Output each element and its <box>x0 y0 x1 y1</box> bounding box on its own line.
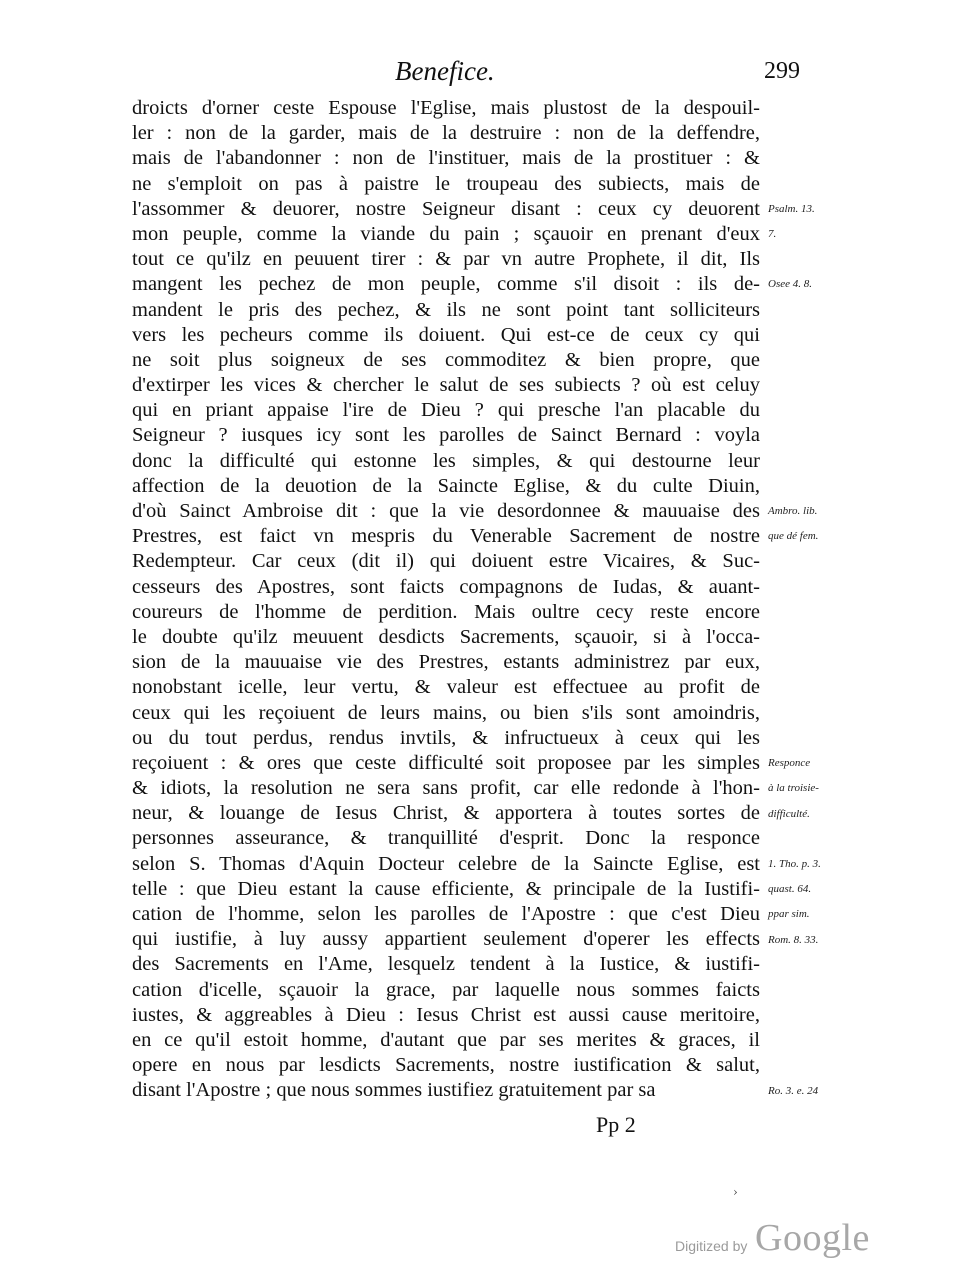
text-line: cesseurs des Apostres, sont faicts compagnons de Iudas, & auant- <box>132 575 760 598</box>
text-line: iustes, & aggreables à Dieu : Iesus Christ est aussi cause meritoire, <box>132 1003 760 1026</box>
text-line: d'extirper les vices & chercher le salut de ses subiects ? où est celuy <box>132 374 760 397</box>
text-line: vers les pecheurs comme ils doiuent. Qui est-ce de ceux cy qui <box>132 323 760 346</box>
text-line: l'assommer & deuorer, nostre Seigneur disant : ceux cy deuorent <box>132 197 760 220</box>
text-line: selon S. Thomas d'Aquin Docteur celebre de la Saincte Eglise, est <box>132 852 760 875</box>
text-line: nonobstant icelle, leur vertu, & valeur est effectuee au profit de <box>132 676 760 699</box>
text-line: donc la difficulté qui estonne les simples, & qui destourne leur <box>132 449 760 472</box>
text-line: des Sacrements en l'Ame, lesquelz tendent à la Iustice, & iustifi- <box>132 953 760 976</box>
text-line: coureurs de l'homme de perdition. Mais oultre cecy reste encore <box>132 600 760 623</box>
signature-mark: Pp 2 <box>596 1112 636 1137</box>
text-line: mais de l'abandonner : non de l'instituer, mais de la prostituer : & <box>132 147 760 170</box>
margin-note: à la troisie- <box>768 782 819 795</box>
margin-note: Psalm. 13. <box>768 202 815 215</box>
text-line: opere en nous par lesdicts Sacrements, nostre iustification & salut, <box>132 1054 760 1077</box>
text-line: Redempteur. Car ceux (dit il) qui doiuent estre Vicaires, & Suc- <box>132 550 760 573</box>
text-line: disant l'Apostre ; que nous sommes iustifiez gratuitement par sa <box>132 1079 656 1102</box>
watermark-digitized-text: Digitized by <box>675 1238 748 1254</box>
margin-note: difficulté. <box>768 807 810 820</box>
watermark-google-logo: Google <box>755 1217 870 1259</box>
page-number: 299 <box>764 58 800 84</box>
text-line: sion de la mauuaise vie des Prestres, estants administrez par eux, <box>132 651 760 674</box>
text-line: d'où Sainct Ambroise dit : que la vie desordonnee & mauuaise des <box>132 500 760 522</box>
text-line: cation de l'homme, selon les parolles de l'Apostre : que c'est Dieu <box>132 903 760 925</box>
text-line: ou du tout perdus, rendus invtils, & infructueux à ceux qui les <box>132 726 760 749</box>
text-line: ne s'emploit on pas à paistre le troupeau des subiects, mais de <box>132 172 760 195</box>
margin-note: Responce <box>768 757 811 770</box>
text-line: mangent les pechez de mon peuple, comme s'il disoit : ils de- <box>132 273 760 296</box>
text-line: affection de la deuotion de la Saincte Eglise, & du culte Diuin, <box>132 474 760 497</box>
text-line: en ce qu'il estoit homme, d'autant que par ses merites & graces, il <box>132 1028 760 1051</box>
margin-note: Ro. 3. e. 24 <box>768 1084 819 1097</box>
text-line: Prestres, est faict vn mespris du Venerable Sacrement de nostre <box>132 525 760 548</box>
body-text <box>132 96 760 1104</box>
text-line: cation d'icelle, sçauoir la grace, par laquelle nous sommes faicts <box>132 978 760 1001</box>
text-line: Seigneur ? iusques icy sont les parolles de Sainct Bernard : voyla <box>132 424 760 447</box>
text-line: ne soit plus soigneux de ses commoditez & bien propre, que <box>132 348 760 371</box>
text-line: telle : que Dieu estant la cause efficiente, & principale de la Iustifi- <box>132 877 760 900</box>
text-line: tout ce qu'ilz en peuuent tirer : & par vn autre Prophete, il dit, Ils <box>132 248 760 271</box>
text-line: & idiots, la resolution ne sera sans profit, car elle redonde à l'hon- <box>132 777 760 800</box>
running-title: Benefice. <box>395 56 495 86</box>
text-line: droicts d'orner ceste Espouse l'Eglise, mais plustost de la despouil- <box>132 97 760 119</box>
stray-mark: › <box>733 1185 738 1199</box>
margin-note: Osee 4. 8. <box>768 278 812 291</box>
margin-note: 1. Tho. p. 3. <box>768 858 821 870</box>
margin-note: 7. <box>768 228 777 240</box>
margin-note: Ambro. lib. <box>768 505 818 518</box>
text-line: qui en priant appaise l'ire de Dieu ? qui presche l'an placable du <box>132 399 760 422</box>
text-line: qui iustifie, à luy aussy appartient seulement d'operer les effects <box>132 928 760 951</box>
text-line: ler : non de la garder, mais de la destruire : non de la deffendre, <box>132 122 760 145</box>
text-line: reçoiuent : & ores que ceste difficulté soit proposee par les simples <box>132 751 760 774</box>
running-head <box>130 56 800 96</box>
digitized-watermark <box>675 1216 875 1266</box>
margin-note: quast. 64. <box>768 883 812 896</box>
text-line: le doubte qu'ilz meuuent desdicts Sacrements, sçauoir, si à l'occa- <box>132 625 760 648</box>
text-line: mon peuple, comme la viande du pain ; sçauoir en prenant d'eux <box>132 222 760 245</box>
margin-note: Rom. 8. 33. <box>768 933 819 946</box>
text-line: mandent le pris des pechez, & ils ne sont point tant solliciteurs <box>132 298 760 321</box>
margin-note: ppar sim. <box>768 908 810 921</box>
text-line: neur, & louange de Iesus Christ, & apportera à toutes sortes de <box>132 802 760 825</box>
margin-note: que dé fem. <box>768 530 819 543</box>
text-line: ceux qui les reçoiuent de leurs mains, ou bien s'ils sont amoindris, <box>132 701 760 724</box>
text-line: personnes asseurance, & tranquillité d'esprit. Donc la responce <box>132 827 760 850</box>
